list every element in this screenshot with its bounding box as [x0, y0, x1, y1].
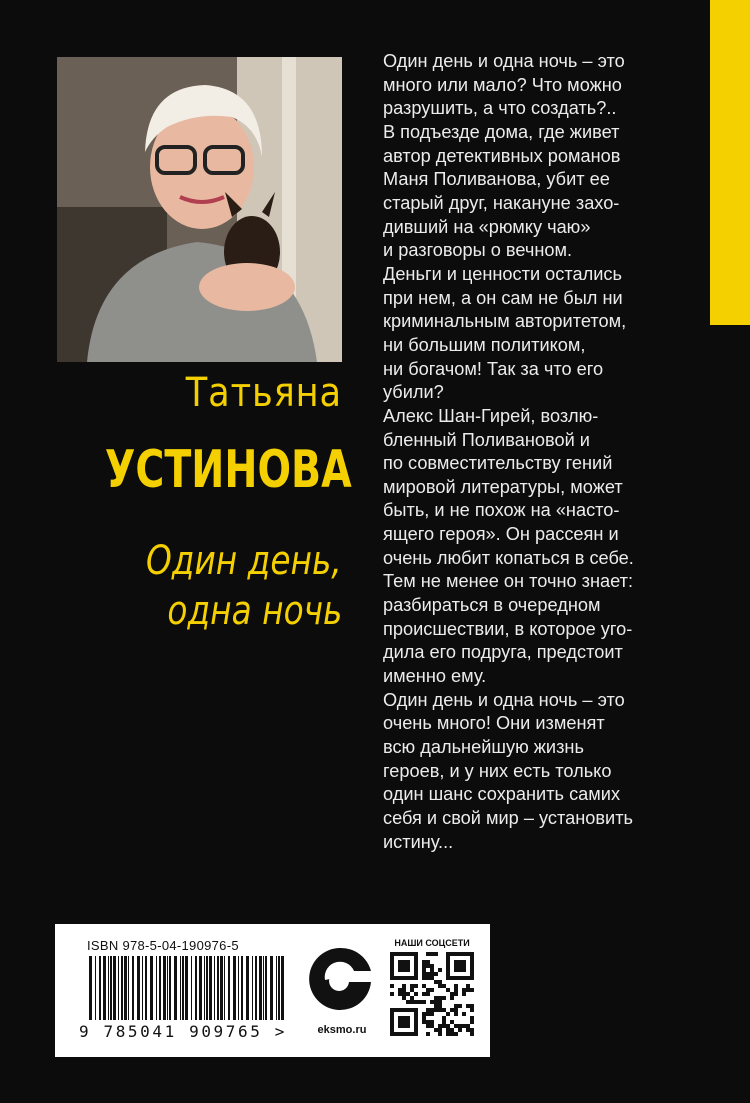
annotation-line: очень много! Они изменят: [383, 713, 605, 734]
annotation-line: дила его подруга, предстоит: [383, 642, 623, 663]
annotation-line: ящего героя». Он рассеян и: [383, 524, 619, 545]
annotation-line: Деньги и ценности остались: [383, 263, 622, 284]
annotation-line: старый друг, накануне захо-: [383, 192, 620, 213]
publisher-site: eksmo.ru: [317, 1024, 367, 1036]
barcode-panel: [55, 924, 490, 1057]
annotation-line: мировой литературы, может: [383, 476, 623, 497]
book-title-line-2: одна ночь: [167, 588, 342, 634]
annotation-line: себя и свой мир – установить: [383, 808, 634, 828]
annotation-line: происшествии, в которое уго-: [383, 618, 633, 639]
annotation-line: и разговоры о вечном.: [383, 240, 573, 261]
isbn-label: ISBN 978-5-04-190976-5: [87, 938, 239, 953]
annotation-line: ни большим политиком,: [383, 334, 586, 355]
annotation-line: Маня Поливанова, убит ее: [383, 169, 610, 190]
qr-code-icon: [390, 952, 474, 1036]
annotation-line: Один день и одна ночь – это: [383, 51, 625, 71]
author-first-name: Татьяна: [185, 370, 342, 416]
annotation-text: [383, 50, 701, 854]
annotation-line: быть, и не похож на «насто-: [383, 500, 620, 521]
yellow-accent-strip: [710, 0, 750, 325]
annotation-line: героев, и у них есть только: [383, 760, 612, 781]
annotation-line: разбираться в очередном: [383, 595, 601, 616]
annotation-line: В подъезде дома, где живет: [383, 121, 620, 142]
social-label: НАШИ СОЦСЕТИ: [394, 938, 470, 948]
annotation-line: именно ему.: [383, 666, 487, 687]
annotation-line: по совместительству гений: [383, 453, 613, 474]
annotation-line: Один день и одна ночь – это: [383, 689, 625, 710]
annotation-line: Алекс Шан-Гирей, возлю-: [383, 405, 599, 426]
eksmo-logo-icon: [305, 944, 375, 1020]
annotation-line: бленный Поливановой и: [383, 429, 590, 450]
annotation-line: много или мало? Что можно: [383, 74, 622, 95]
annotation-line: ни богачом! Так за что его: [383, 358, 604, 379]
annotation-line: всю дальнейшую жизнь: [383, 737, 584, 758]
annotation-line: Тем не менее он точно знает:: [383, 571, 634, 592]
annotation-line: один шанс сохранить самих: [383, 784, 621, 805]
annotation-line: дивший на «рюмку чаю»: [383, 216, 591, 237]
author-photo-illustration: [57, 57, 342, 362]
annotation-line: убили?: [383, 382, 444, 403]
author-last-name: УСТИНОВА: [104, 440, 352, 500]
annotation-line: истину...: [383, 831, 454, 852]
book-title-line-1: Один день,: [146, 538, 342, 584]
annotation-line: разрушить, а что создать?..: [383, 98, 617, 119]
annotation-line: при нем, а он сам не был ни: [383, 287, 623, 308]
author-photo: [57, 57, 342, 362]
annotation-line: очень любит копаться в себе.: [383, 547, 634, 568]
annotation-line: криминальным авторитетом,: [383, 311, 627, 332]
annotation-line: автор детективных романов: [383, 145, 621, 166]
barcode-digits: 9 785041 909765 >: [79, 1022, 287, 1041]
